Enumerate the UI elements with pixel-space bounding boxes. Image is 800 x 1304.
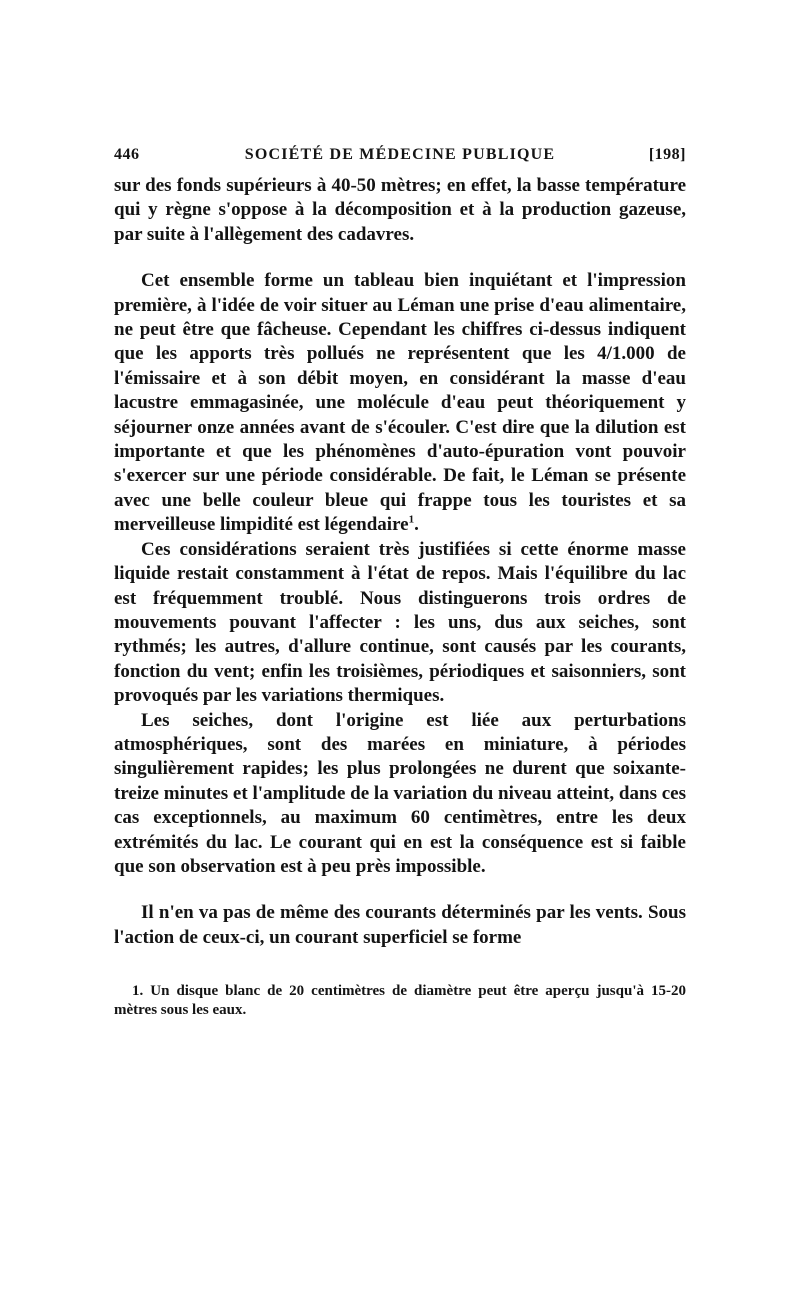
paragraph-leman-overview [114,269,686,537]
running-header [114,140,686,174]
running-title: SOCIÉTÉ DE MÉDECINE PUBLIQUE [244,146,556,163]
page [114,140,686,1020]
paragraph-end: . [414,514,419,536]
footnote [114,982,686,1020]
paragraph-movements: Ces considérations seraient très justifiées si cette énorme masse liquide restait constamment à l'état de repos. Mais l'équilibre du lac est fréquemment troublé. Nous distinguerons trois ordres de mouvements pouvant l'affecter : les uns, dus aux seiches, sont rythmés; les autres, d'allure continue, sont causés par les courants, fonction du vent; enfin les troisièmes, périodiques et saisonniers, sont provoqués par les variations thermiques. [114,538,686,707]
page-reference: [198] [648,146,686,163]
paragraph-text: Cet ensemble forme un tableau bien inquiétant et l'impression première, à l'idée de voir situer au Léman une prise d'eau alimentaire, ne peut être que fâcheuse. Cependant les chiffres ci-dessus indiquent que les apports très pollués ne représentent que les 4/1.000 de l'émissaire et à son débit moyen, en considérant la masse d'eau lacustre emmagasinée, une molécule d'eau peut théoriquement y séjourner onze années avant de s'écouler. C'est dire que la dilution est importante et que les phénomènes d'auto-épuration vont pouvoir s'exercer sur une période considérable. De fait, le Léman se présente avec une belle couleur bleue qui frappe tous les touristes et sa merveilleuse limpidité est légendaire [114,270,686,536]
footnote-marker: 1 [408,513,415,526]
footnote-text: 1. Un disque blanc de 20 centimètres de diamètre peut être aperçu jusqu'à 15-20 mètres sous les eaux. [114,983,686,1019]
body-text [114,174,686,950]
paragraph-wind-currents: Il n'en va pas de même des courants déterminés par les vents. Sous l'action de ceux-ci, un courant superficiel se forme [114,902,686,948]
page-number: 446 [114,146,140,163]
paragraph-continuation: sur des fonds supérieurs à 40-50 mètres; en effet, la basse température qui y règne s'oppose à la décomposition et à la production gazeuse, par suite à l'allègement des cadavres. [114,175,686,245]
paragraph-seiches: Les seiches, dont l'origine est liée aux perturbations atmosphériques, sont des marées en miniature, à périodes singulièrement rapides; les plus prolongées ne durent que soixante-treize minutes et l'amplitude de la variation du niveau atteint, dans ces cas exceptionnels, au maximum 60 centimètres, entre les deux extrémités du lac. Le courant qui en est la conséquence est si faible que son observation est à peu près impossible. [114,709,686,877]
